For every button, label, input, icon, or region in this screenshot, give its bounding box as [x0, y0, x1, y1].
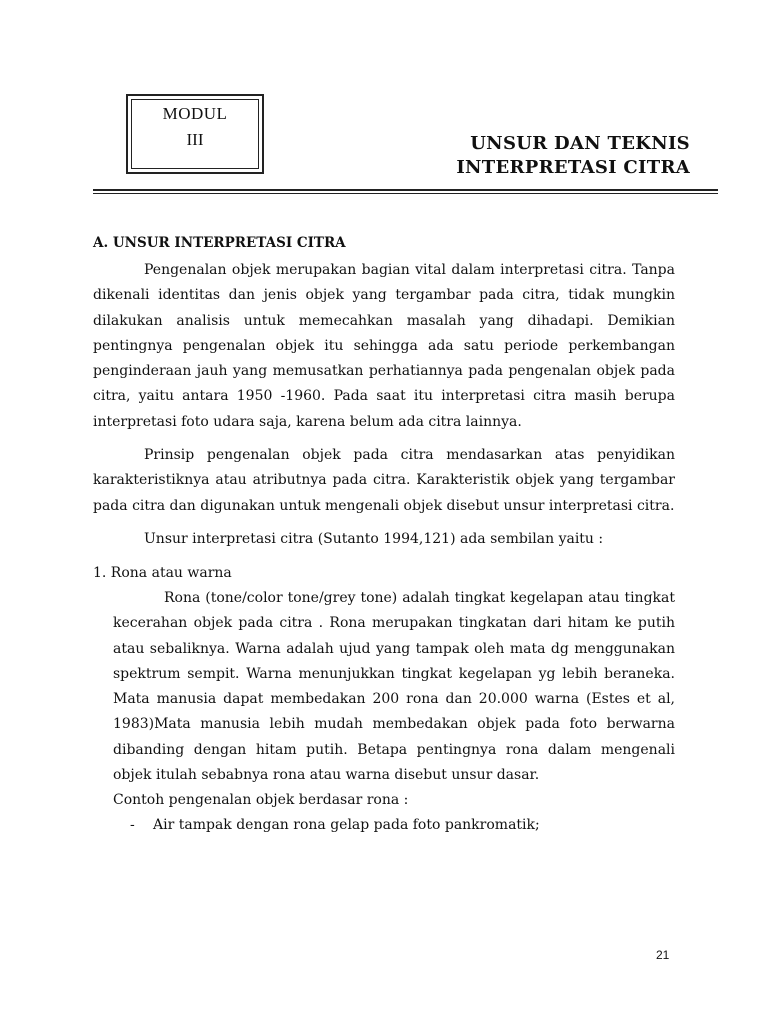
header-rule-thick [93, 189, 718, 191]
page-number: 21 [656, 948, 670, 962]
page-content [93, 234, 675, 838]
chapter-title [456, 132, 690, 180]
list-item-title: 1. Rona atau warna [93, 564, 232, 581]
section-heading: A. UNSUR INTERPRETASI CITRA [93, 235, 346, 251]
module-label: MODUL [162, 104, 228, 123]
list-item-body [93, 586, 675, 838]
bullet-item [113, 813, 675, 838]
body-paragraph: Pengenalan objek merupakan bagian vital dalam interpretasi citra. Tanpa dikenali identitas dan jenis objek yang tergambar pada citra, tidak mungkin dilakukan analisis untuk memecahkan masalah yang dihadapi. Demikian pentingnya pengenalan objek itu sehingga ada satu periode perkembangan penginderaan jauh yang memusatkan perhatiannya pada pengenalan objek pada citra, yaitu antara 1950 -1960. Pada saat itu interpretasi citra masih berupa interpretasi foto udara saja, karena belum ada citra lainnya. [93, 262, 675, 430]
bullet-dash: - [130, 817, 135, 834]
body-paragraph: Prinsip pengenalan objek pada citra mendasarkan atas penyidikan karakteristiknya atau atributnya pada citra. Karakteristik objek yang tergambar pada citra dan digunakan untuk mengenali objek disebut unsur interpretasi citra. [93, 447, 675, 514]
intro-sentence: Unsur interpretasi citra (Sutanto 1994,121) ada sembilan yaitu : [144, 530, 604, 547]
list-item-paragraph: Rona (tone/color tone/grey tone) adalah tingkat kegelapan atau tingkat kecerahan objek pada citra . Rona merupakan tingkatan dari hitam ke putih atau sebaliknya. Warna adalah ujud yang tampak oleh mata dg menggunakan spektrum sempit. Warna menunjukkan tingkat kegelapan yg lebih beraneka. Mata manusia dapat membedakan 200 rona dan 20.000 warna (Estes et al, 1983)Mata manusia lebih mudah membedakan objek pada foto berwarna dibanding dengan hitam putih. Betapa pentingnya rona dalam mengenali objek itulah sebabnya rona atau warna disebut unsur dasar. [113, 589, 675, 784]
chapter-title-line-1: UNSUR DAN TEKNIS [470, 133, 690, 154]
module-number: III [186, 130, 204, 149]
chapter-title-line-2: INTERPRETASI CITRA [456, 157, 690, 178]
list-item [93, 561, 675, 838]
bullet-text: Air tampak dengan rona gelap pada foto pankromatik; [153, 817, 540, 834]
module-box [126, 94, 264, 174]
example-intro: Contoh pengenalan objek berdasar rona : [113, 792, 409, 809]
header-rule-thin [93, 193, 718, 194]
